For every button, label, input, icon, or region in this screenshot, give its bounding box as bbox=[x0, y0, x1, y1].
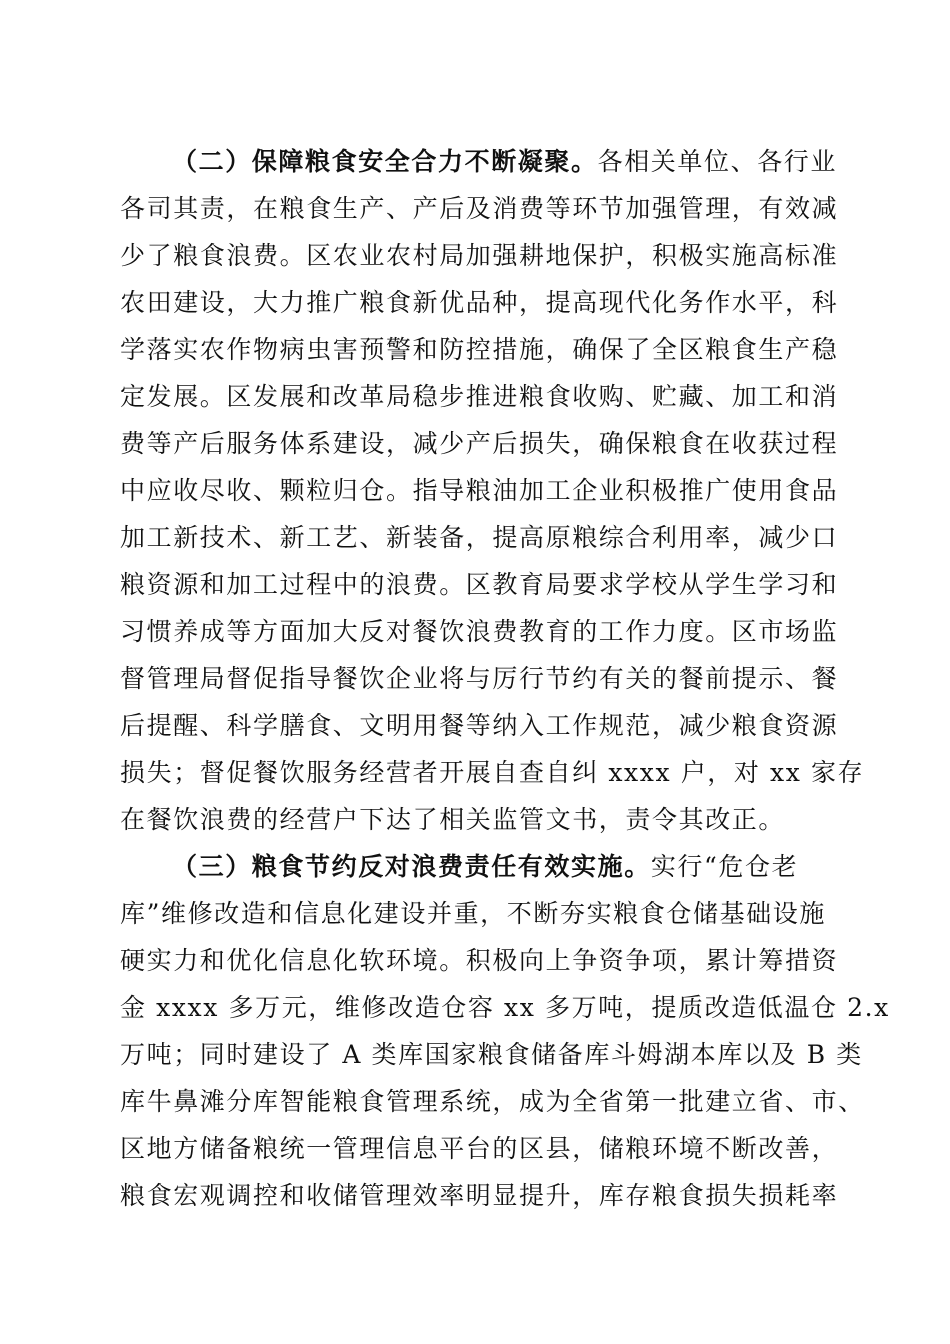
paragraph-2-line-1 bbox=[172, 852, 830, 882]
paragraph-2-line-3: 硬实力和优化信息化软环境。积极向上争资争项，累计筹措资 bbox=[120, 946, 839, 975]
paragraph-1-first-line-text: 各相关单位、各行业 bbox=[597, 147, 838, 176]
paragraph-2-line-7: 区地方储备粮统一管理信息平台的区县，储粮环境不断改善， bbox=[120, 1134, 839, 1163]
paragraph-2-line-8: 粮食宏观调控和收储管理效率明显提升，库存粮食损失损耗率 bbox=[120, 1181, 839, 1210]
paragraph-1-line-3: 少了粮食浪费。区农业农村局加强耕地保护，积极实施高标准 bbox=[120, 241, 839, 270]
paragraph-1-line-11: 习惯养成等方面加大反对餐饮浪费教育的工作力度。区市场监 bbox=[120, 617, 839, 646]
paragraph-1-line-2: 各司其责，在粮食生产、产后及消费等环节加强管理，有效减 bbox=[120, 194, 839, 223]
paragraph-2-line-4: 金 xxxx 多万元，维修改造仓容 xx 多万吨，提质改造低温仓 2.x bbox=[120, 993, 890, 1022]
paragraph-1-line-7: 费等产后服务体系建设，减少产后损失，确保粮食在收获过程 bbox=[120, 429, 839, 458]
paragraph-2-first-line-text: 实行“危仓老 bbox=[650, 852, 799, 881]
paragraph-1-line-14: 损失；督促餐饮服务经营者开展自查自纠 xxxx 户，对 xx 家存 bbox=[120, 758, 865, 787]
paragraph-1-heading: （二）保障粮食安全合力不断凝聚。 bbox=[172, 147, 598, 176]
paragraph-2-line-5: 万吨；同时建设了 A 类库国家粮食储备库斗姆湖本库以及 B 类 bbox=[120, 1040, 863, 1069]
paragraph-1-line-13: 后提醒、科学膳食、文明用餐等纳入工作规范，减少粮食资源 bbox=[120, 711, 839, 740]
paragraph-2-line-2: 库”维修改造和信息化建设并重，不断夯实粮食仓储基础设施 bbox=[120, 899, 826, 928]
paragraph-2-line-6: 库牛鼻滩分库智能粮食管理系统，成为全省第一批建立省、市、 bbox=[120, 1087, 865, 1116]
paragraph-1-line-6: 定发展。区发展和改革局稳步推进粮食收购、贮藏、加工和消 bbox=[120, 382, 839, 411]
paragraph-1-line-4: 农田建设，大力推广粮食新优品种，提高现代化务作水平，科 bbox=[120, 288, 839, 317]
paragraph-1-line-15: 在餐饮浪费的经营户下达了相关监管文书，责令其改正。 bbox=[120, 805, 786, 834]
paragraph-1-line-8: 中应收尽收、颗粒归仓。指导粮油加工企业积极推广使用食品 bbox=[120, 476, 839, 505]
paragraph-1-line-10: 粮资源和加工过程中的浪费。区教育局要求学校从学生学习和 bbox=[120, 570, 839, 599]
paragraph-1-line-12: 督管理局督促指导餐饮企业将与厉行节约有关的餐前提示、餐 bbox=[120, 664, 839, 693]
paragraph-1-line-9: 加工新技术、新工艺、新装备，提高原粮综合利用率，减少口 bbox=[120, 523, 839, 552]
paragraph-1-line-5: 学落实农作物病虫害预警和防控措施，确保了全区粮食生产稳 bbox=[120, 335, 839, 364]
paragraph-1-line-1 bbox=[172, 147, 838, 177]
paragraph-2-heading: （三）粮食节约反对浪费责任有效实施。 bbox=[172, 852, 651, 881]
